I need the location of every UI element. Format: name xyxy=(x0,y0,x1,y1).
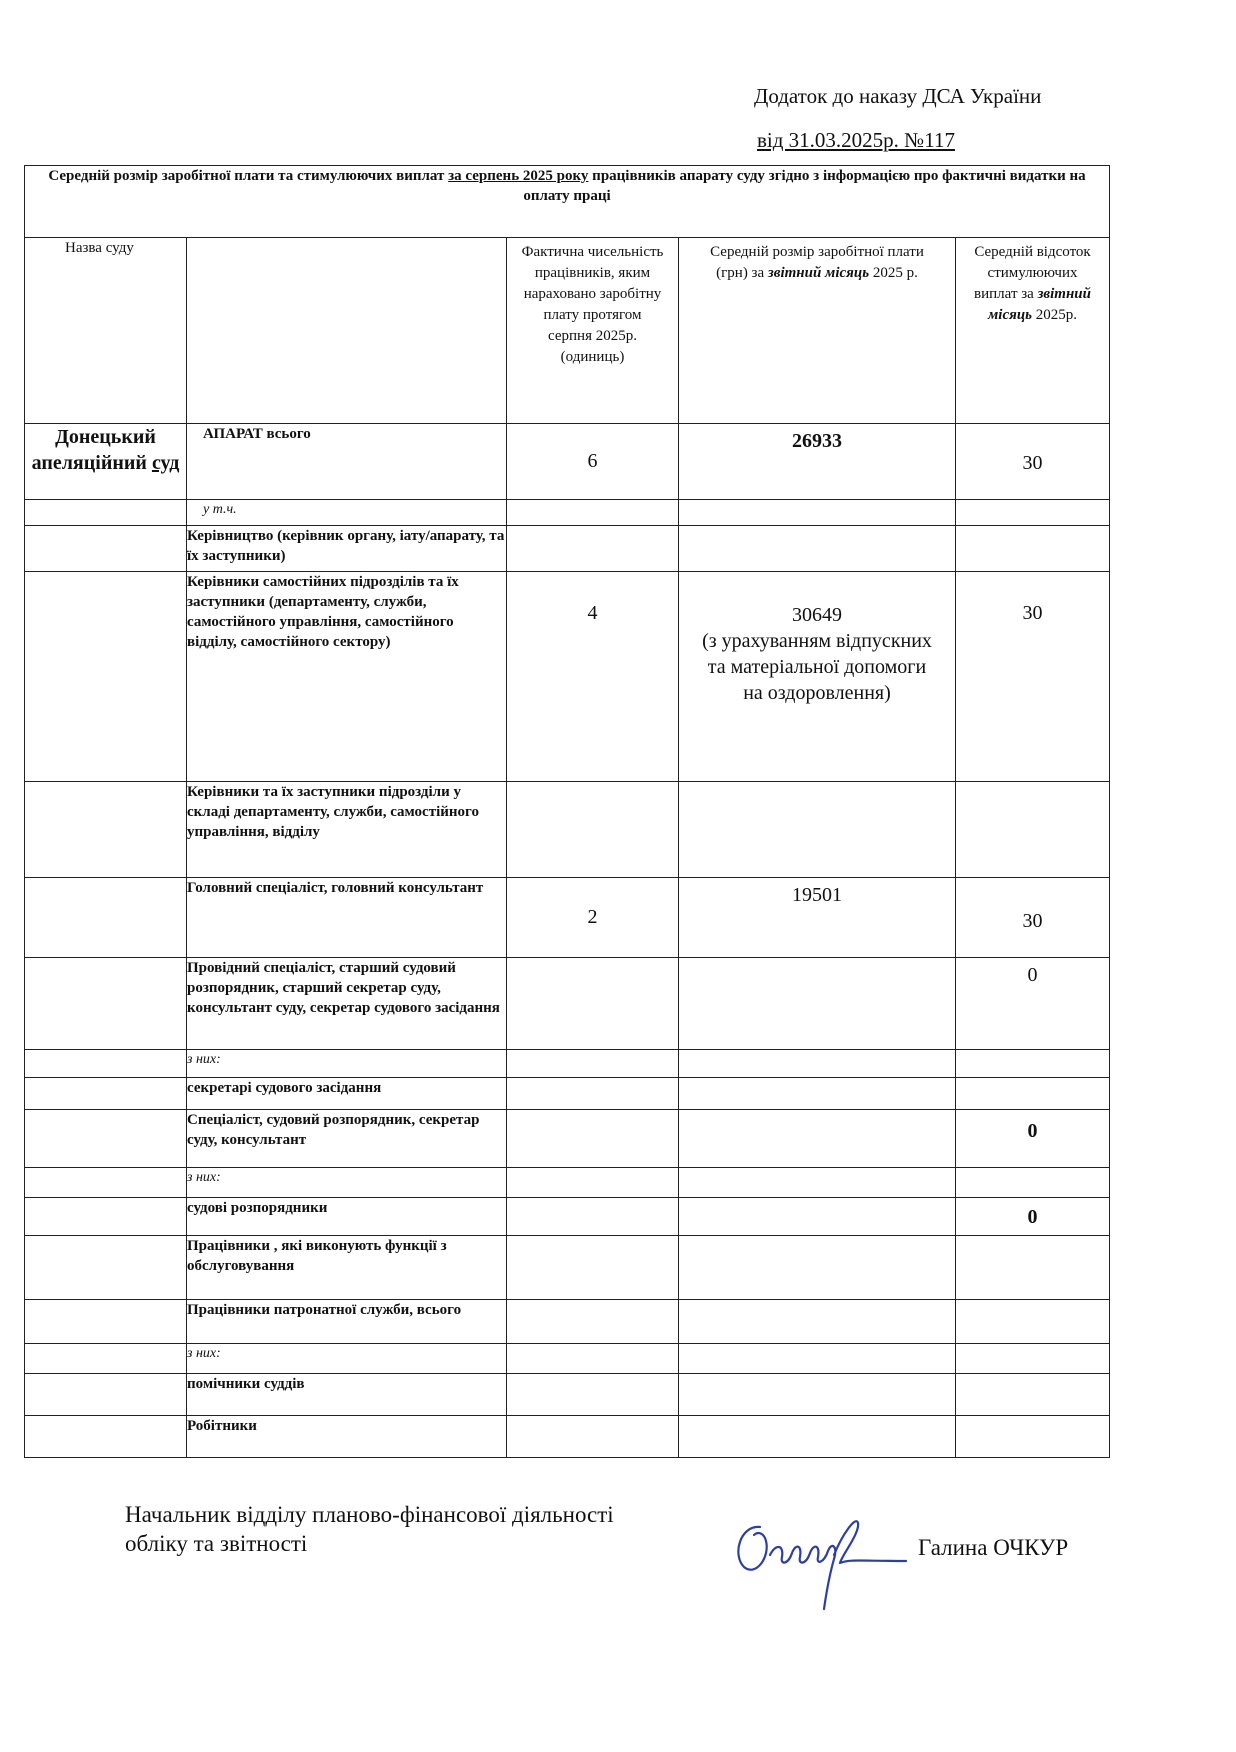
bonus-value: 30 xyxy=(956,878,1110,958)
row-label: секретарі судового засідання xyxy=(187,1078,507,1110)
table-row xyxy=(25,1300,1110,1344)
table-row xyxy=(25,526,1110,572)
row-label: Керівники та їх заступники підрозділи у складі департаменту, служби, самостійного управління, відділу xyxy=(187,782,507,878)
table-row xyxy=(25,782,1110,878)
row-label: з них: xyxy=(187,1050,507,1078)
header-headcount: Фактична чисельність працівників, яким нараховано заробітну плату протягом серпня 2025р. (одиниць) xyxy=(507,238,679,424)
order-reference: від 31.03.2025р. №117 xyxy=(757,128,955,152)
table-row xyxy=(25,1374,1110,1416)
row-label: АПАРАТ всього xyxy=(187,424,507,500)
headcount-value: 2 xyxy=(507,878,679,958)
salary-cell xyxy=(679,572,956,782)
title-period: за серпень 2025 року xyxy=(448,168,589,184)
row-label: Керівники самостійних підрозділів та їх заступники (департаменту, служби, самостійного управління, самостійного відділу, самостійного сектору) xyxy=(187,572,507,782)
bonus-value: 0 xyxy=(956,1198,1110,1236)
row-label: Керівництво (керівник органу, іату/апарату, та їх заступники) xyxy=(187,526,507,572)
addendum-line: Додаток до наказу ДСА України xyxy=(754,84,1042,108)
header-bonus-percent: Середній відсоток стимулюючих виплат за звітний місяць 2025р. xyxy=(956,238,1110,424)
salary-table xyxy=(24,165,1110,1458)
row-label: Робітники xyxy=(187,1416,507,1458)
row-label: Працівники , які виконують функції з обслуговування xyxy=(187,1236,507,1300)
row-label: Спеціаліст, судовий розпорядник, секретар суду, консультант xyxy=(187,1110,507,1168)
row-label: помічники суддів xyxy=(187,1374,507,1416)
table-row xyxy=(25,1168,1110,1198)
row-label: у т.ч. xyxy=(187,500,507,526)
bonus-value: 30 xyxy=(956,424,1110,500)
row-label: Працівники патронатної служби, всього xyxy=(187,1300,507,1344)
salary-value: 30649 xyxy=(792,604,842,626)
salary-value: 26933 xyxy=(679,424,956,500)
table-row xyxy=(25,1110,1110,1168)
table-row xyxy=(25,878,1110,958)
headcount-value: 6 xyxy=(507,424,679,500)
row-label: з них: xyxy=(187,1344,507,1374)
row-label: судові розпорядники xyxy=(187,1198,507,1236)
row-label: Провідний спеціаліст, старший судовий розпорядник, старший секретар суду, консультант суду, секретар судового засідання xyxy=(187,958,507,1050)
handwritten-signature xyxy=(730,1505,910,1615)
row-label: з них: xyxy=(187,1168,507,1198)
bonus-value: 30 xyxy=(956,572,1110,782)
table-row xyxy=(25,424,1110,500)
header-court-name: Назва суду xyxy=(25,238,187,424)
table-row xyxy=(25,1078,1110,1110)
table-row xyxy=(25,1198,1110,1236)
salary-value: 19501 xyxy=(679,878,956,958)
headcount-value: 4 xyxy=(507,572,679,782)
table-row xyxy=(25,1236,1110,1300)
row-label: Головний спеціаліст, головний консультант xyxy=(187,878,507,958)
table-row xyxy=(25,572,1110,782)
table-row xyxy=(25,1050,1110,1078)
court-name: Донецький апеляційний суд xyxy=(25,424,187,500)
table-row xyxy=(25,1416,1110,1458)
table-row xyxy=(25,1344,1110,1374)
table-row xyxy=(25,958,1110,1050)
signer-name: Галина ОЧКУР xyxy=(918,1535,1069,1560)
table-row xyxy=(25,500,1110,526)
signer-position: Начальник відділу планово-фінансової діяльності обліку та звітності xyxy=(125,1502,614,1556)
header-avg-salary: Середній розмір заробітної плати (грн) за звітний місяць 2025 р. xyxy=(679,238,956,424)
bonus-value: 0 xyxy=(956,1110,1110,1168)
header-category xyxy=(187,238,507,424)
table-title: Середній розмір заробітної плати та стимулюючих виплат за серпень 2025 року працівників апарату суду згідно з інформацією про фактичні видатки на оплату праці xyxy=(25,166,1110,238)
salary-note: (з урахуванням відпускних та матеріальної допомоги на оздоровлення) xyxy=(702,630,932,704)
bonus-value: 0 xyxy=(956,958,1110,1050)
